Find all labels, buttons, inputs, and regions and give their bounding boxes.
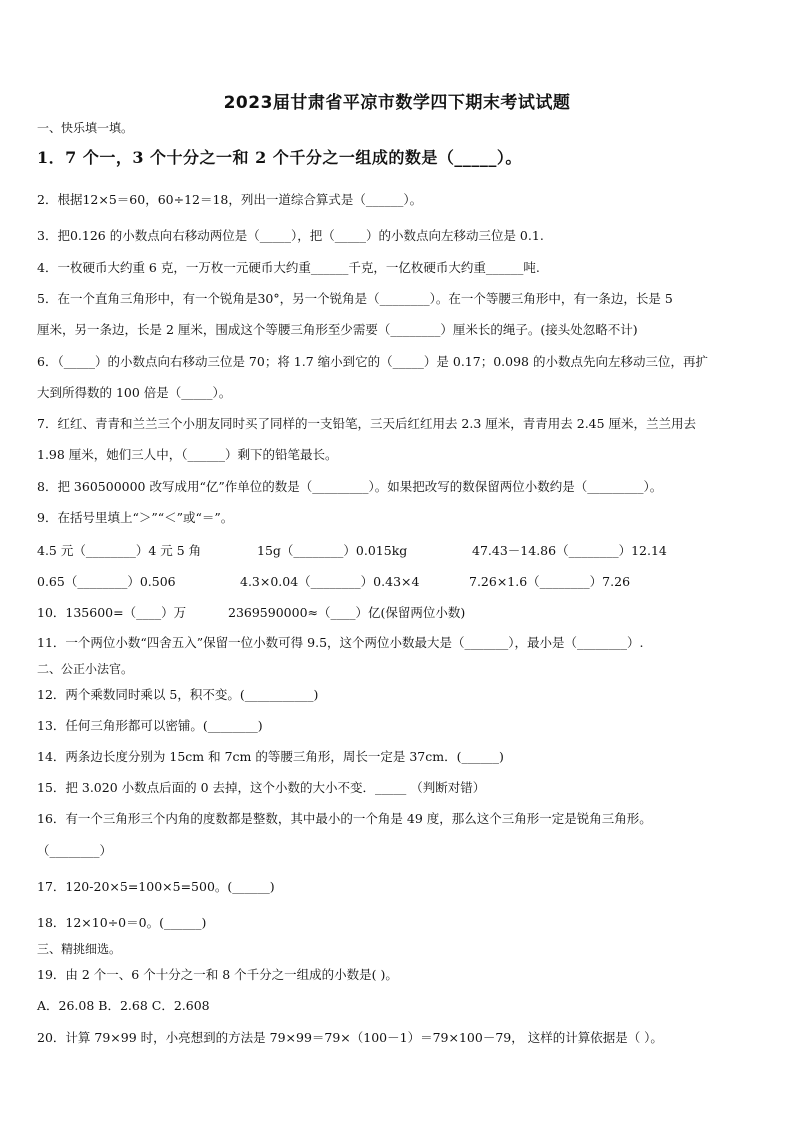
question-8: 8．把 360500000 改写成用“亿”作单位的数是（_________）。如果把改写的数保留两位小数约是（_________）。 <box>37 479 663 494</box>
question-15: 15．把 3.020 小数点后面的 0 去掉，这个小数的大小不变．_____ （判断对错） <box>37 780 486 795</box>
question-6-line-1: 6．（_____）的小数点向右移动三位是 70；将 1.7 缩小到它的（_____）是 0.17；0.098 的小数点先向左移动三位，再扩 <box>37 354 708 369</box>
question-13: 13．任何三角形都可以密铺。(________) <box>37 718 263 733</box>
question-5-line-2: 厘米，另一条边，长是 2 厘米，围成这个等腰三角形至少需要（________）厘米长的绳子。(接头处忽略不计) <box>37 322 638 337</box>
question-16-line-2: （________） <box>37 843 113 858</box>
question-14: 14．两条边长度分别为 15cm 和 7cm 的等腰三角形，周长一定是 37cm．(______) <box>37 749 504 764</box>
question-17: 17．120-20×5=100×5=500。(______) <box>37 879 275 894</box>
question-16-line-1: 16．有一个三角形三个内角的度数都是整数，其中最小的一个角是 49 度，那么这个三角形一定是锐角三角形。 <box>37 811 652 826</box>
question-7-line-2: 1.98 厘米，她们三人中，（______）剩下的铅笔最长。 <box>37 447 338 462</box>
q9-item-3: 47.43－14.86（________）12.14 <box>472 543 667 558</box>
question-12: 12．两个乘数同时乘以 5，积不变。(___________) <box>37 687 319 702</box>
question-1: 1．7 个一，3 个十分之一和 2 个千分之一组成的数是（_____）。 <box>37 148 522 167</box>
question-19: 19．由 2 个一、6 个十分之一和 8 个千分之一组成的小数是( )。 <box>37 967 398 982</box>
question-11: 11．一个两位小数“四舍五入”保留一位小数可得 9.5，这个两位小数最大是（_______），最小是（________）. <box>37 635 644 650</box>
section-heading-fill-in: 一、快乐填一填。 <box>37 121 134 135</box>
q9-item-5: 4.3×0.04（________）0.43×4 <box>240 574 420 589</box>
q9-item-4: 0.65（________）0.506 <box>37 574 176 589</box>
question-4: 4．一枚硬币大约重 6 克，一万枚一元硬币大约重______千克，一亿枚硬币大约重______吨. <box>37 260 540 275</box>
section-heading-true-false: 二、公正小法官。 <box>37 662 134 676</box>
question-10-part-2: 2369590000≈（____）亿(保留两位小数) <box>228 605 466 620</box>
question-10-part-1: 10．135600=（____）万 <box>37 605 187 620</box>
section-heading-multiple-choice: 三、精挑细选。 <box>37 942 122 956</box>
question-19-options: A．26.08 B．2.68 C．2.608 <box>37 998 210 1013</box>
question-2: 2．根据12×5＝60，60÷12＝18，列出一道综合算式是（______）。 <box>37 192 423 207</box>
q9-item-2: 15g（________）0.015kg <box>257 543 408 558</box>
question-6-line-2: 大到所得数的 100 倍是（_____）。 <box>37 385 232 400</box>
question-20: 20．计算 79×99 时，小亮想到的方法是 79×99＝79×（100－1）＝79×100－79， 这样的计算依据是（ ）。 <box>37 1030 663 1045</box>
question-9: 9．在括号里填上“＞”“＜”或“＝”。 <box>37 510 234 525</box>
q9-item-1: 4.5 元（________）4 元 5 角 <box>37 543 202 558</box>
q9-item-6: 7.26×1.6（________）7.26 <box>469 574 631 589</box>
page-title: 2023届甘肃省平凉市数学四下期末考试试题 <box>223 93 571 113</box>
question-5-line-1: 5．在一个直角三角形中，有一个锐角是30°，另一个锐角是（________）。在一个等腰三角形中，有一条边，长是 5 <box>37 291 673 306</box>
question-3: 3．把0.126 的小数点向右移动两位是（_____），把（_____）的小数点向左移动三位是 0.1. <box>37 228 544 243</box>
question-7-line-1: 7．红红、青青和兰兰三个小朋友同时买了同样的一支铅笔，三天后红红用去 2.3 厘米，青青用去 2.45 厘米，兰兰用去 <box>37 416 697 431</box>
question-18: 18．12×10÷0＝0。(______) <box>37 915 207 930</box>
